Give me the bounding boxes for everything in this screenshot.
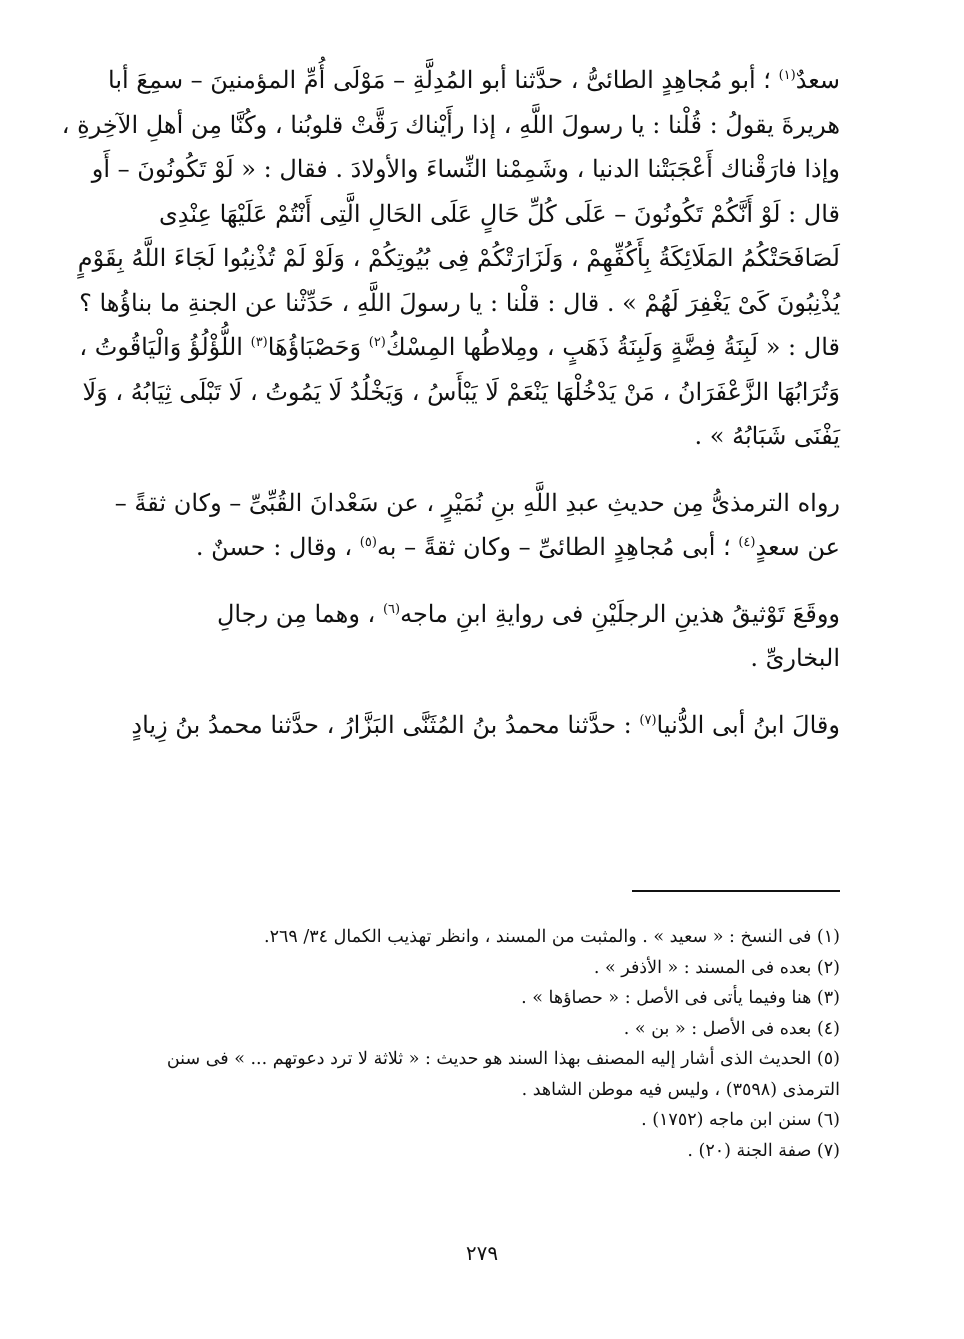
text-line	[122, 592, 840, 637]
paragraph	[61, 58, 840, 459]
text-line	[79, 325, 840, 370]
text-segment: : حدَّثنا محمدُ بنُ المُثَنَّى البَزَّارُ ، حدَّثنا محمدُ بنُ زِيادٍ	[131, 710, 640, 739]
text-line	[122, 414, 840, 459]
footnote-line: (٦) سنن ابن ماجه (١٧٥٢) .	[641, 1110, 840, 1130]
footnote-line: (٧) صفة الجنة (٢٠) .	[687, 1140, 840, 1161]
text-line	[82, 370, 840, 415]
footnote-separator	[632, 890, 840, 892]
text-segment: ، وقال : حسنٌ .	[195, 533, 360, 561]
text-segment: قال : لَوْ أَنَّكُمْ تَكُونُونَ – عَلَى كُلِّ حَالٍ عَلَى الحَالِ الَّتِى أَنْتُمْ عَلَيْهَا عِنْدِى	[159, 199, 840, 228]
text-segment: ؛ أبو مُجاهِدٍ الطائىُّ ، حدَّثنا أبو المُدِلَّةِ – مَوْلَى أُمِّ المؤمنينَ – سمِعَ أبا	[108, 66, 779, 94]
page-number: ٢٧٩	[465, 1241, 499, 1265]
text-segment: ، وهما مِن رجالِ	[216, 599, 383, 628]
footnote-marker: (٦)	[382, 601, 401, 617]
text-segment: يُذْنِبُونَ كَىْ يَغْفِرَ لَهُمْ » . قال : قلْنا : يا رسولَ اللَّهِ ، حَدِّثْنا عن الجنةِ ما بناؤُها ؟	[79, 288, 840, 317]
text-segment: هريرةَ يقولُ : قُلْنا : يا رسولَ اللَّهِ ، إذا رأَيْناك رَقَّتْ قلوبُنا ، وكُنَّا مِن أهلِ الآخِرةِ ،	[61, 110, 840, 139]
text-segment: سعدٌ	[795, 66, 840, 94]
text-line	[122, 636, 840, 681]
text-segment: اللُّؤْلُؤُ وَالْيَاقُوتُ ،	[79, 333, 251, 361]
text-line	[108, 58, 840, 103]
footnote-marker: (٤)	[738, 535, 756, 550]
footnote-line: (٥) الحديث الذى أشار إليه المصنف بهذا السند هو حديث : « ثلاثة لا ترد دعوتهم ... » فى سنن	[166, 1049, 840, 1069]
paragraph	[122, 703, 840, 748]
footnote-line: (٣) هنا وفيما يأتى فى الأصل : « حصاؤها » .	[521, 988, 840, 1008]
text-line	[122, 525, 840, 570]
footnote-marker: (٢)	[368, 335, 386, 350]
text-line	[61, 103, 840, 148]
text-segment: يَفْنَى شَبَابُهُ » .	[694, 422, 840, 450]
text-line	[79, 281, 840, 326]
paragraph	[122, 592, 840, 681]
text-line	[91, 147, 840, 192]
text-line	[114, 481, 840, 526]
text-segment: وَتُرَابُهَا الزَّعْفَرَانُ ، مَنْ يَدْخُلْهَا يَنْعَمْ لَا يَبْأَسُ ، وَيَخْلُدُ لَا يَمُوتُ ، لَا تَبْلَى ثِيَابُهُ ، وَلَا	[82, 377, 840, 406]
footnote-marker: (٧)	[639, 712, 657, 728]
text-segment: لَصَافَحَتْكُمُ المَلَائِكَةُ بِأَكُفِّهِمْ ، وَلَزَارَتْكُمْ فِى بُيُوتِكُمْ ، وَلَوْ لَمْ تُذْنِبُوا لَجَاءَ اللَّهُ بِقَوْمٍ	[77, 244, 840, 272]
text-line	[77, 236, 840, 281]
text-segment: عن سعدٍ	[755, 533, 840, 561]
text-segment: ووقَعَ تَوْثيقُ هذينِ الرجلَيْنِ فى روايةِ ابنِ ماجه	[400, 599, 840, 628]
footnote-line: (١) فى النسخ : « سعيد » . والمثبت من المسند ، وانظر تهذيب الكمال ٣٤/ ٢٦٩.	[264, 927, 840, 947]
text-segment: البخارىِّ .	[750, 644, 840, 672]
text-segment: قال : « لَبِنَةُ فِضَّةٍ وَلَبِنَةُ ذَهَبٍ ، ومِلاطُها المِسْكُ	[385, 333, 840, 361]
footnote-line: (٢) بعده فى المسند : « الأذفر » .	[593, 957, 840, 978]
footnote-marker: (١)	[778, 68, 796, 83]
text-line	[122, 192, 840, 237]
footnote-marker: (٣)	[250, 335, 268, 350]
text-segment: رواه الترمذىُّ مِن حديثِ عبدِ اللَّهِ بنِ نُمَيْرٍ ، عن سَعْدانَ القُبِّىِّ – وكان ثقةً –	[114, 488, 840, 517]
text-line	[122, 703, 840, 748]
footnote-line: الترمذى (٣٥٩٨) ، وليس فيه موطن الشاهد .	[521, 1079, 840, 1100]
text-segment: ؛ أبى مُجاهِدٍ الطائىِّ – وكان ثقةً – به	[376, 533, 739, 561]
footnotes	[122, 922, 840, 1166]
text-segment: وقالَ ابنُ أبى الدُّنيا	[656, 710, 840, 739]
text-segment: وَحَصْبَاؤُهَا	[267, 333, 369, 361]
main-text	[61, 58, 840, 747]
paragraph	[114, 481, 840, 570]
footnote-line: (٤) بعده فى الأصل : « بن » .	[623, 1018, 840, 1039]
text-segment: وإذا فارَقْناك أَعْجَبَتْنا الدنيا ، وشَمِمْنا النِّساءَ والأولادَ . فقال : « لَوْ تَكُونُونَ – أَو	[91, 155, 840, 183]
footnote-marker: (٥)	[359, 535, 377, 550]
